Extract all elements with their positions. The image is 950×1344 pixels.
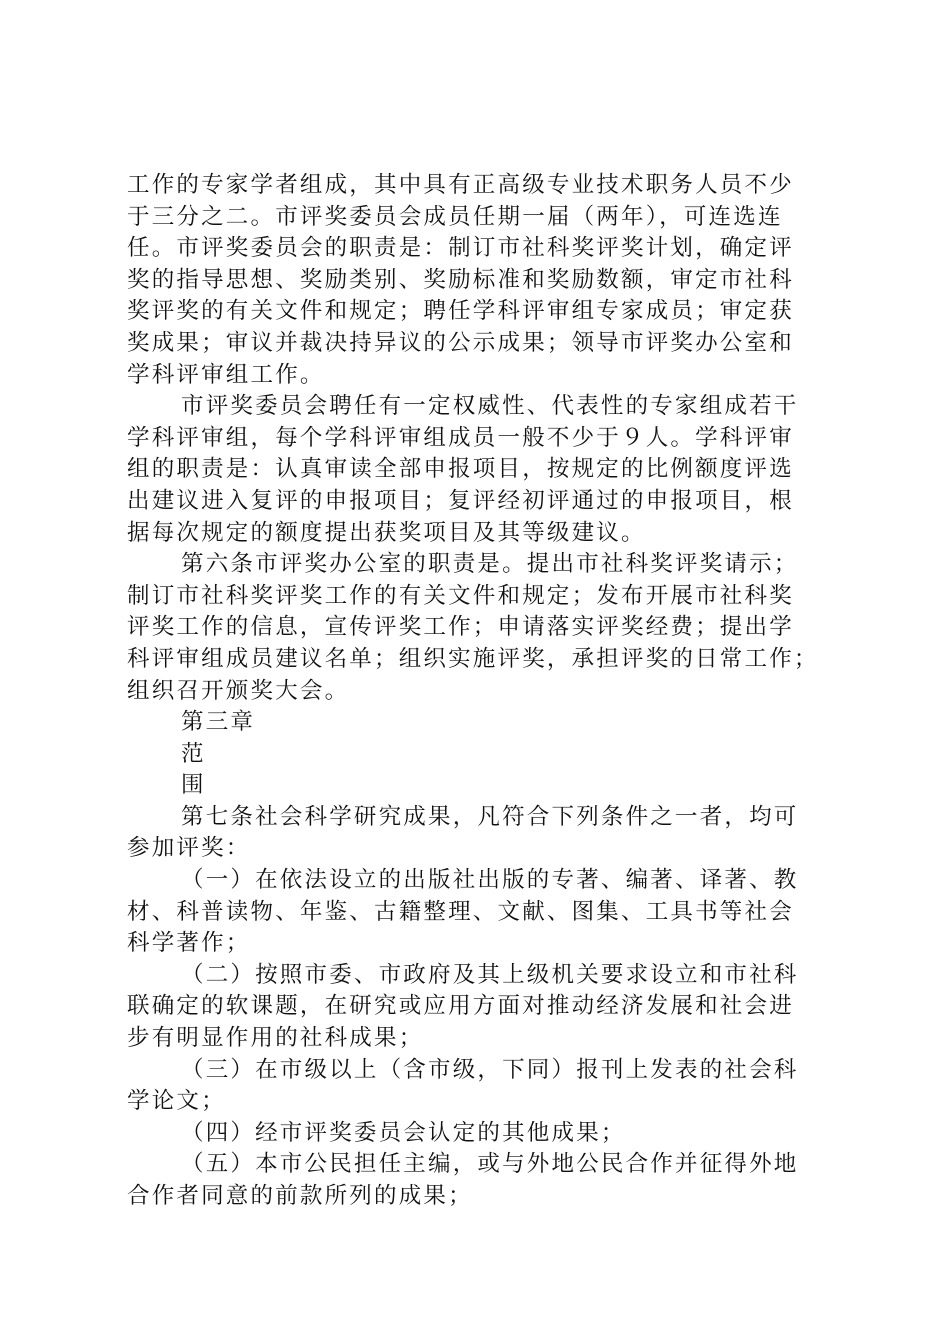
text-line: （一）在依法设立的出版社出版的专著、编著、译著、教 [181,867,799,894]
text-line: 奖成果；审议并裁决持异议的公示成果；领导市评奖办公室和 [127,329,794,356]
text-line: 据每次规定的额度提出获奖项目及其等级建议。 [127,519,646,546]
text-line: 第七条社会科学研究成果，凡符合下列条件之一者，均可 [181,803,799,830]
text-line: 于三分之二。市评奖委员会成员任期一届（两年），可连选连 [127,203,783,230]
text-line: 奖的指导思想、奖励类别、奖励标准和奖励数额，审定市社科 [127,266,794,293]
text-line: （五）本市公民担任主编，或与外地公民合作并征得外地 [181,1151,799,1178]
text-line: 组的职责是：认真审读全部申报项目，按规定的比例额度评选 [127,456,794,483]
text-line: 步有明显作用的社科成果； [127,1025,424,1052]
text-line: 组织召开颁奖大会。 [127,677,350,704]
text-line: 学论文； [127,1088,226,1115]
document-body [127,170,847,1213]
text-line: 参加评奖： [127,835,251,862]
text-line: 围 [181,772,206,799]
text-line: 学科评审组工作。 [127,361,325,388]
text-line: 工作的专家学者组成，其中具有正高级专业技术职务人员不少 [127,172,794,198]
text-line: 任。市评奖委员会的职责是：制订市社科奖评奖计划，确定评 [127,235,794,262]
text-line: 学科评审组，每个学科评审组成员一般不少于９人。学科评审 [127,424,794,451]
text-line: （四）经市评奖委员会认定的其他成果； [181,1119,626,1146]
text-line: 合作者同意的前款所列的成果； [127,1183,473,1209]
text-line: 材、科普读物、年鉴、古籍整理、文献、图集、工具书等社会 [127,898,794,925]
text-line: 联确定的软课题，在研究或应用方面对推动经济发展和社会进 [127,993,794,1020]
text-line: 出建议进入复评的申报项目；复评经初评通过的申报项目，根 [127,487,794,514]
text-line: 科学著作； [127,930,251,957]
text-line: （二）按照市委、市政府及其上级机关要求设立和市社科 [181,961,799,988]
text-line: 第六条市评奖办公室的职责是。提出市社科奖评奖请示； [181,551,799,578]
text-line: （三）在市级以上（含市级，下同）报刊上发表的社会科 [181,1056,799,1083]
text-line: 市评奖委员会聘任有一定权威性、代表性的专家组成若干 [181,393,799,420]
text-line: 评奖工作的信息，宣传评奖工作；申请落实评奖经费；提出学 [127,614,794,641]
text-line: 第三章 [181,709,256,736]
text-line: 制订市社科奖评奖工作的有关文件和规定；发布开展市社科奖 [127,582,794,609]
text-line: 范 [181,740,206,767]
text-line: 科评审组成员建议名单；组织实施评奖，承担评奖的日常工作； [127,645,819,672]
text-line: 奖评奖的有关文件和规定；聘任学科评审组专家成员；审定获 [127,298,794,325]
